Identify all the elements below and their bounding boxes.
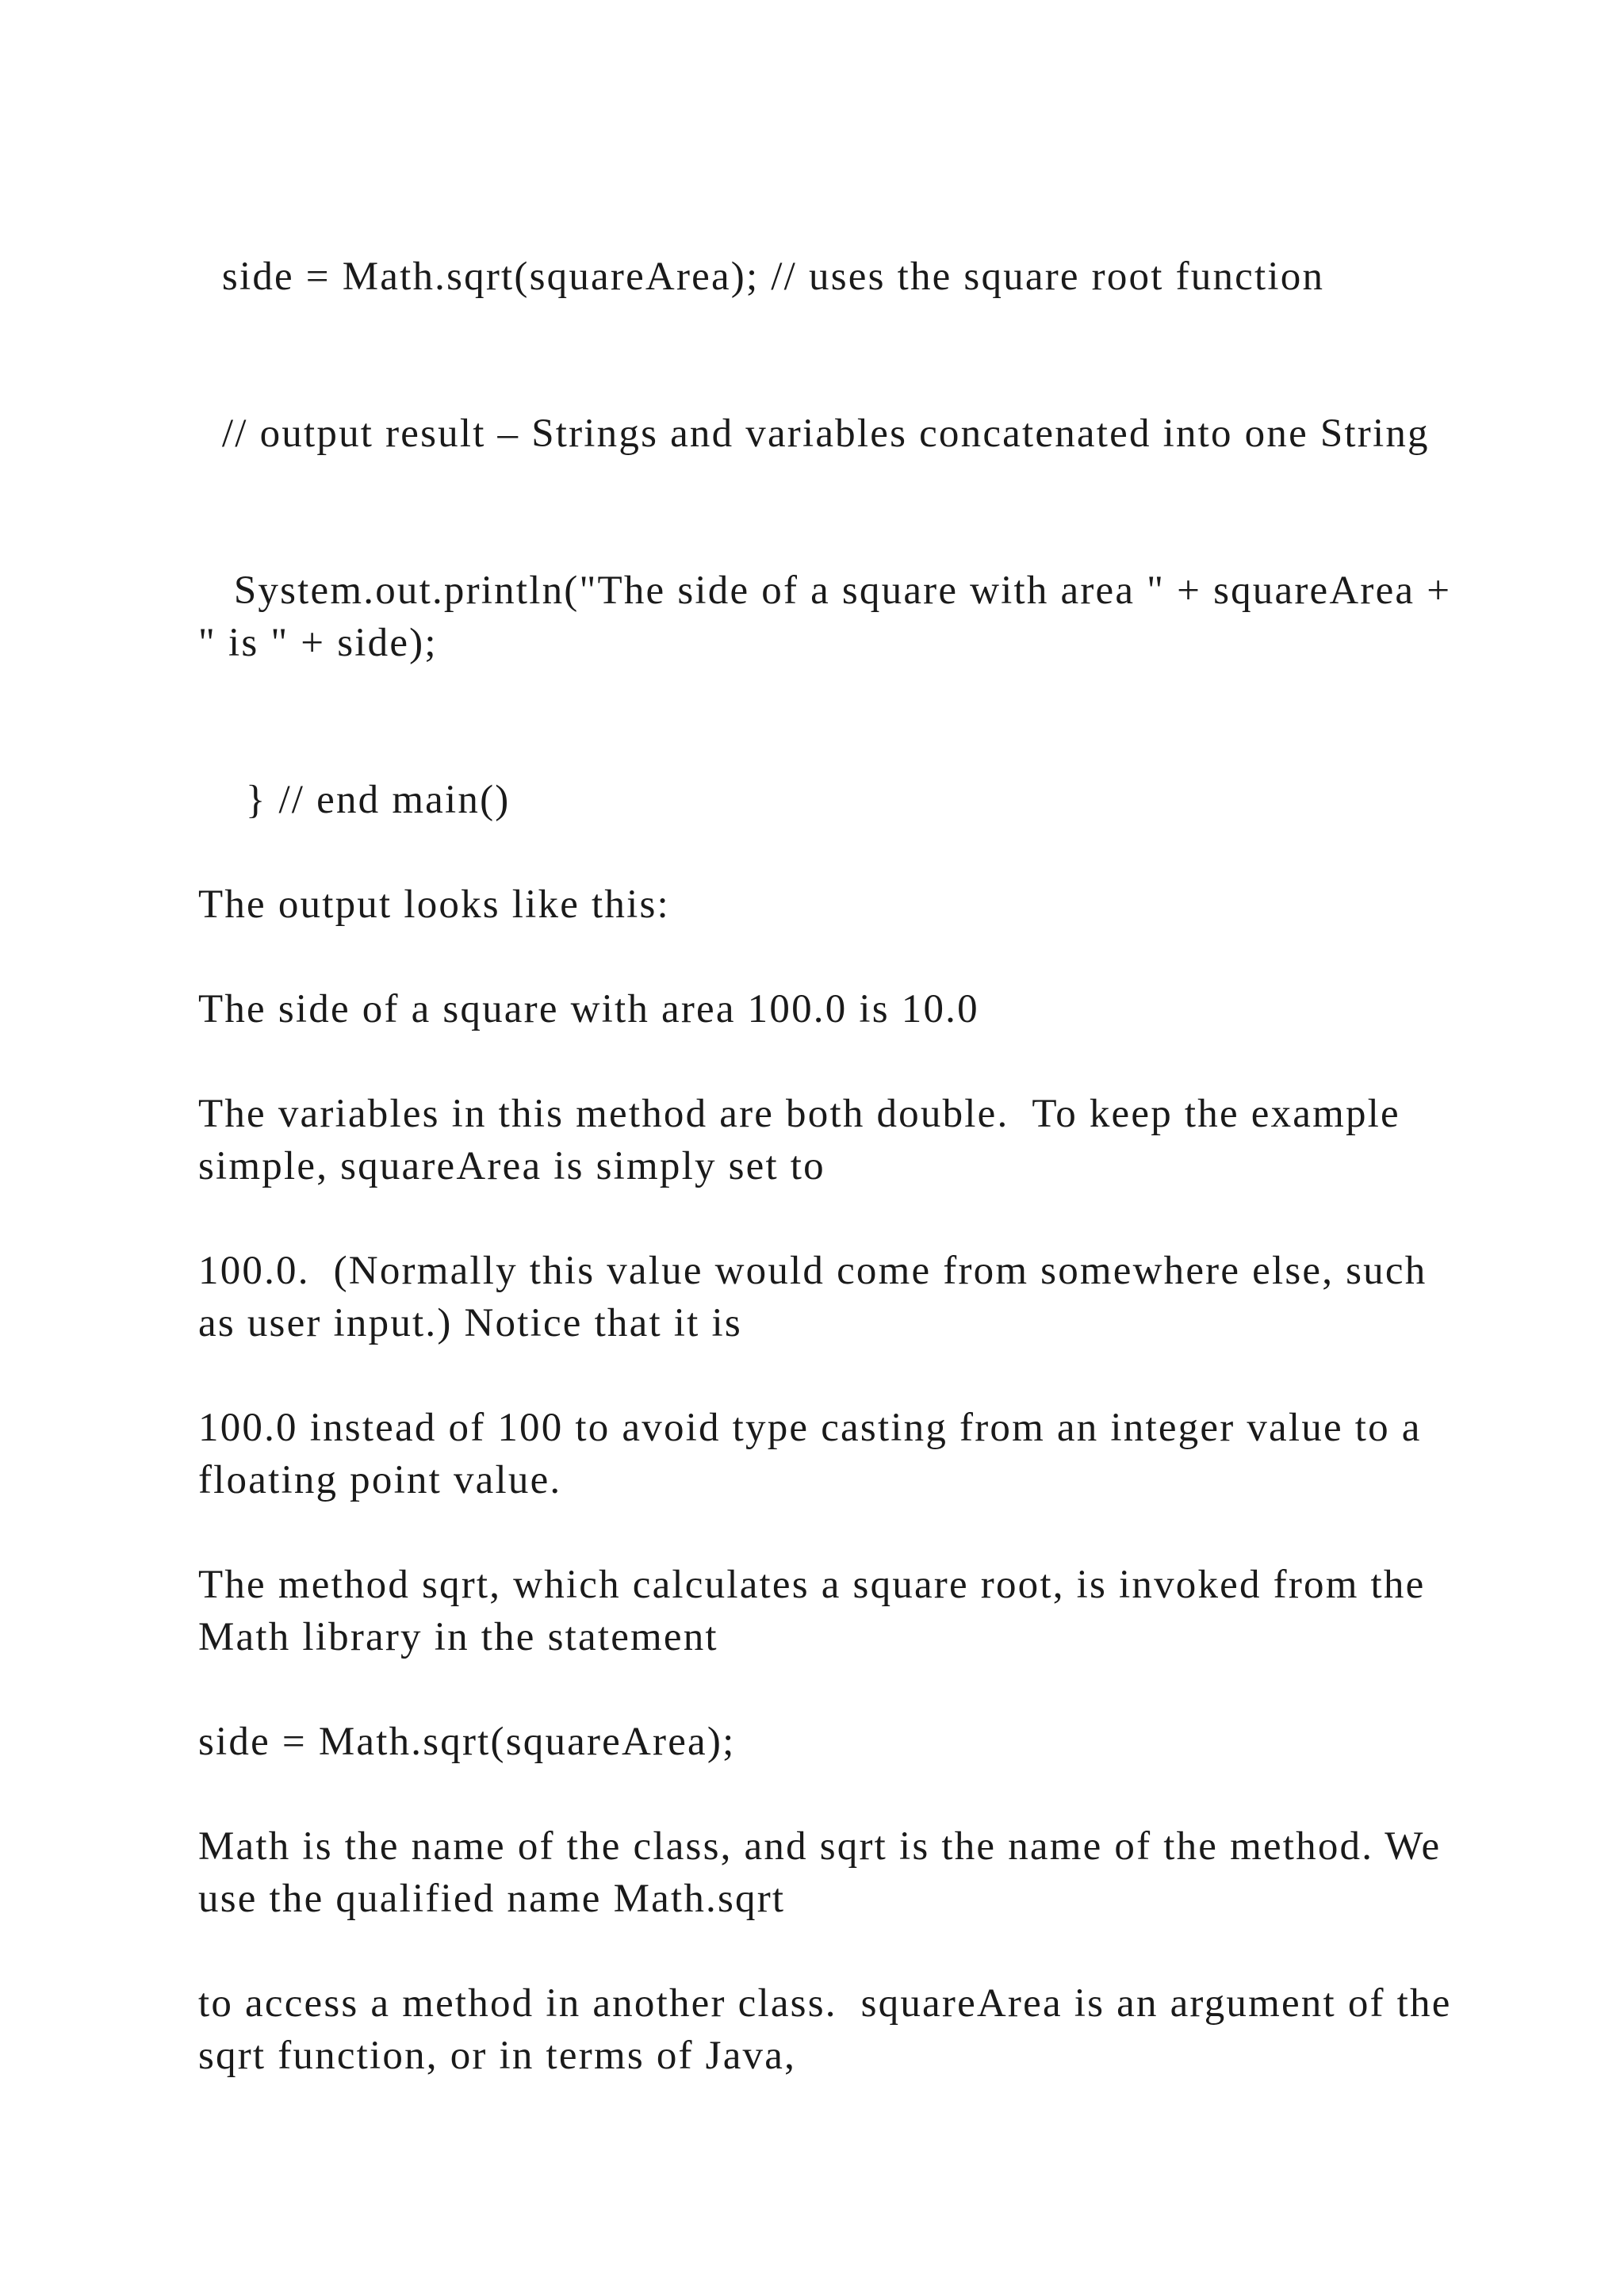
paragraph-sqrt-statement: side = Math.sqrt(squareArea); xyxy=(198,1720,736,1764)
paragraph-output-intro: The output looks like this: xyxy=(198,882,670,927)
paragraph-variables-double: The variables in this method are both double. To keep the example simple, squareArea is simply set to xyxy=(198,1092,1412,1188)
paragraph-math-class: Math is the name of the class, and sqrt is the name of the method. We use the qualified name Math.sqrt xyxy=(198,1824,1454,1921)
code-line-println: System.out.println("The side of a square with area " + squareArea + " is " + side); xyxy=(198,568,1464,665)
paragraph-method-sqrt: The method sqrt, which calculates a square root, is invoked from the Math library in the statement xyxy=(198,1563,1438,1659)
paragraph-normally-value: 100.0. (Normally this value would come from somewhere else, such as user input.) Notice that it is xyxy=(198,1249,1439,1345)
code-line-side-assignment: side = Math.sqrt(squareArea); // uses the square root function xyxy=(198,254,1325,299)
code-line-end-main: } // end main() xyxy=(198,778,511,822)
code-comment-output-result: // output result – Strings and variables concatenated into one String xyxy=(198,411,1430,456)
paragraph-access-method: to access a method in another class. squareArea is an argument of the sqrt function, or in terms of Java, xyxy=(198,1981,1464,2078)
paragraph-type-casting: 100.0 instead of 100 to avoid type casting from an integer value to a floating point value. xyxy=(198,1406,1434,1502)
paragraph-output-example: The side of a square with area 100.0 is 10.0 xyxy=(198,987,979,1031)
